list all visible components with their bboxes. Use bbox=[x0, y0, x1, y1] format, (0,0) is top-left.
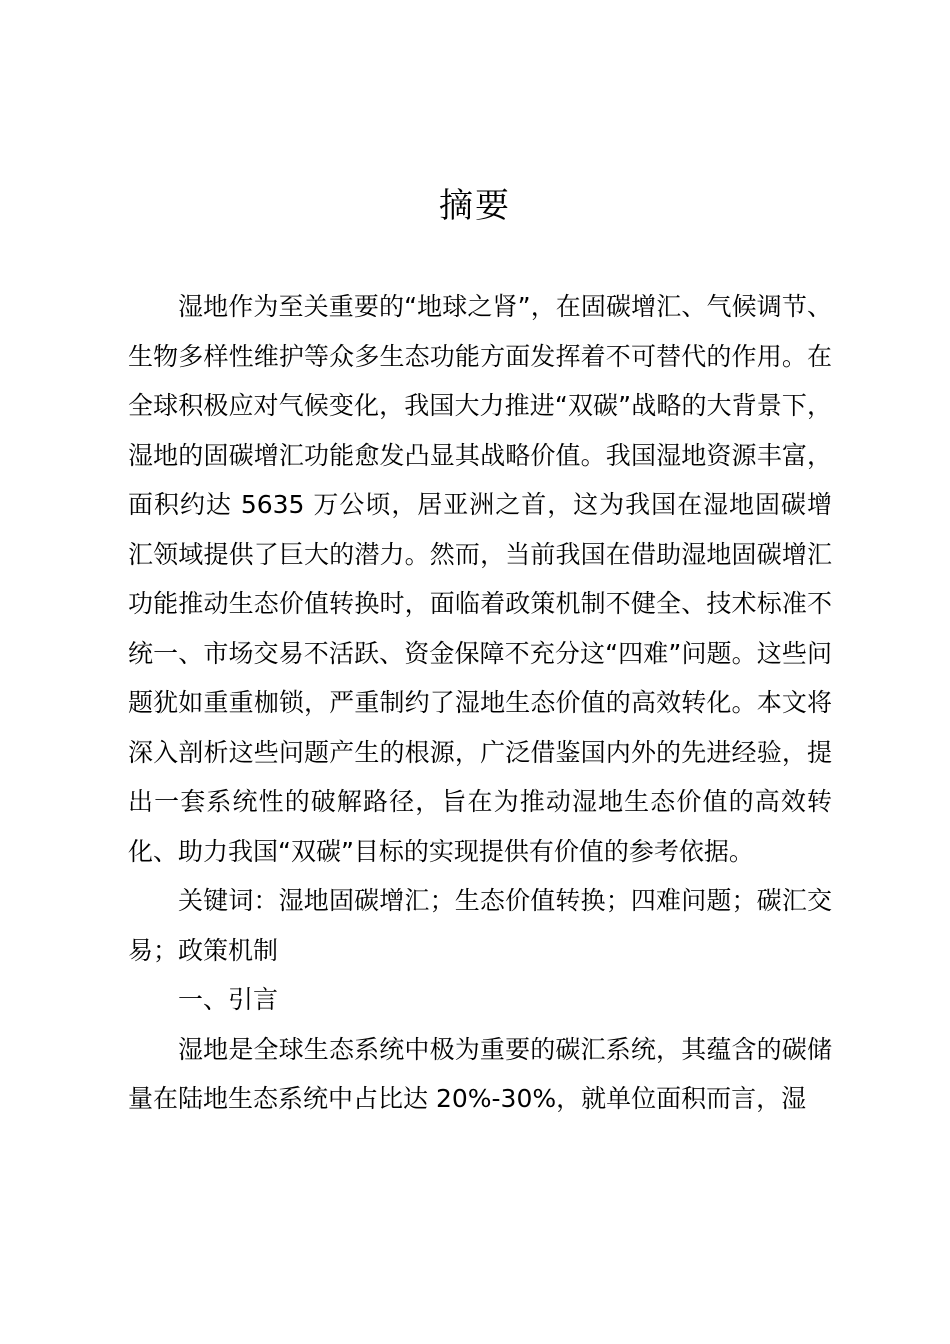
document-title: 摘要 bbox=[439, 186, 511, 226]
keywords-paragraph: 关键词：湿地固碳增汇；生态价值转换；四难问题；碳汇交易；政策机制 bbox=[128, 886, 832, 965]
abstract-paragraph: 湿地作为至关重要的“地球之肾”，在固碳增汇、气候调节、生物多样性维护等众多生态功能方面发挥着不可替代的作用。在全球积极应对气候变化，我国大力推进“双碳”战略的大背景下，湿地的固碳增汇功能愈发凸显其战略价值。我国湿地资源丰富，面积约达 5635 万公顷，居亚洲之首，这为我国在湿地固碳增汇领域提供了巨大的潜力。然而，当前我国在借助湿地固碳增汇功能推动生态价值转换时，面临着政策机制不健全、技术标准不统一、市场交易不活跃、资金保障不充分这“四难”问题。这些问题犹如重重枷锁，严重制约了湿地生态价值的高效转化。本文将深入剖析这些问题产生的根源，广泛借鉴国内外的先进经验，提出一套系统性的破解路径，旨在为推动湿地生态价值的高效转化、助力我国“双碳”目标的实现提供有价值的参考依据。 bbox=[128, 292, 832, 866]
introduction-paragraph: 湿地是全球生态系统中极为重要的碳汇系统，其蕴含的碳储量在陆地生态系统中占比达 20%-30%，就单位面积而言，湿 bbox=[128, 1034, 832, 1113]
document-body bbox=[128, 282, 832, 1124]
section-heading-introduction: 一、引言 bbox=[178, 985, 279, 1014]
